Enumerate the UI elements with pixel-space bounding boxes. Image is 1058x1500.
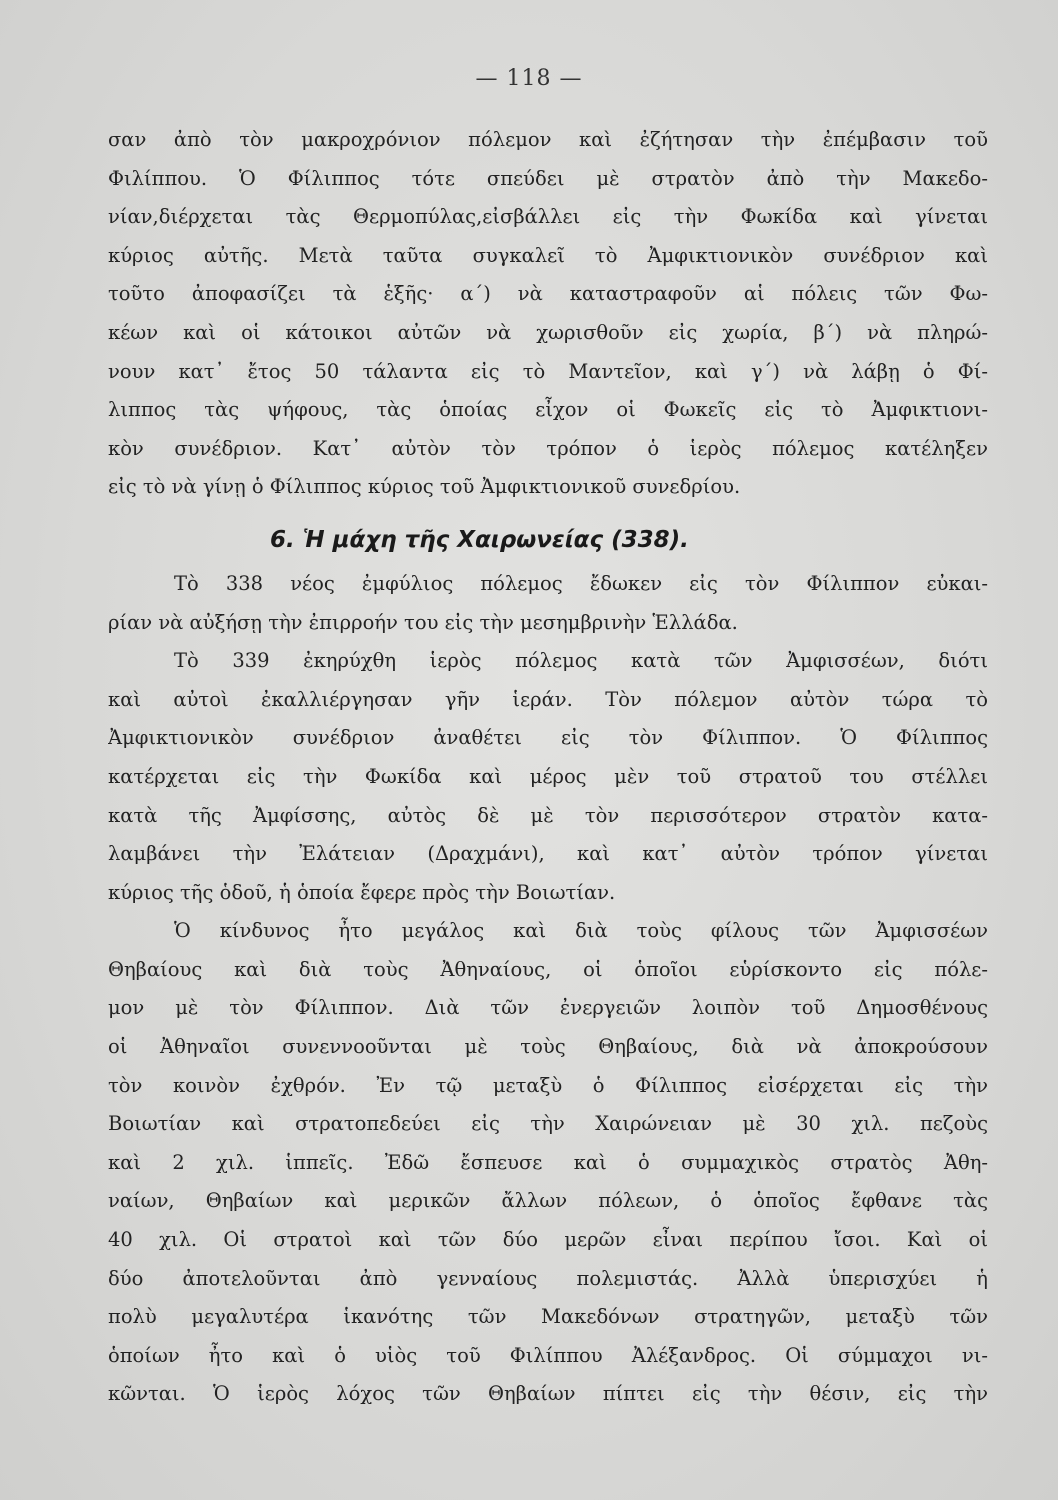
text-line: κύριος τῆς ὁδοῦ, ἡ ὁποία ἔφερε πρὸς τὴν Βοιωτίαν. xyxy=(108,880,616,904)
text-line: λιππος τὰς ψήφους, τὰς ὁποίας εἶχον οἱ Φωκεῖς εἰς τὸ Ἀμφικτιονι- xyxy=(108,398,988,422)
text-line: κῶνται. Ὁ ἱερὸς λόχος τῶν Θηβαίων πίπτει εἰς τὴν θέσιν, εἰς τὴν xyxy=(108,1382,988,1406)
paragraph-4 xyxy=(108,912,988,1414)
text-line: κέων καὶ οἱ κάτοικοι αὐτῶν νὰ χωρισθοῦν εἰς χωρία, β΄) νὰ πληρώ- xyxy=(108,320,988,344)
text-line: νουν κατ᾿ ἔτος 50 τάλαντα εἰς τὸ Μαντεῖον, καὶ γ΄) νὰ λάβῃ ὁ Φί- xyxy=(108,359,988,383)
text-line: κὸν συνέδριον. Κατ᾿ αὐτὸν τὸν τρόπον ὁ ἱερὸς πόλεμος κατέληξεν xyxy=(108,436,988,460)
text-line: Τὸ 339 ἐκηρύχθη ἱερὸς πόλεμος κατὰ τῶν Ἀμφισσέων, διότι xyxy=(174,649,988,673)
text-line: Θηβαίους καὶ διὰ τοὺς Ἀθηναίους, οἱ ὁποῖοι εὑρίσκοντο εἰς πόλε- xyxy=(108,957,988,981)
text-line: Φιλίππου. Ὁ Φίλιππος τότε σπεύδει μὲ στρατὸν ἀπὸ τὴν Μακεδο- xyxy=(108,166,988,190)
text-line: τοῦτο ἀποφασίζει τὰ ἑξῆς· α΄) νὰ καταστραφοῦν αἱ πόλεις τῶν Φω- xyxy=(108,282,988,306)
text-line: πολὺ μεγαλυτέρα ἱκανότης τῶν Μακεδόνων στρατηγῶν, μεταξὺ τῶν xyxy=(108,1305,988,1329)
paragraph-2 xyxy=(108,565,988,642)
text-line: Βοιωτίαν καὶ στρατοπεδεύει εἰς τὴν Χαιρώνειαν μὲ 30 χιλ. πεζοὺς xyxy=(108,1112,988,1136)
text-line: λαμβάνει τὴν Ἐλάτειαν (Δραχμάνι), καὶ κατ᾿ αὐτὸν τρόπον γίνεται xyxy=(108,842,988,866)
text-line: 40 χιλ. Οἱ στρατοὶ καὶ τῶν δύο μερῶν εἶναι περίπου ἴσοι. Καὶ οἱ xyxy=(108,1228,988,1252)
text-line: κατὰ τῆς Ἀμφίσσης, αὐτὸς δὲ μὲ τὸν περισσότερον στρατὸν κατα- xyxy=(108,803,988,827)
page-number: — 118 — xyxy=(475,66,583,91)
text-line: τὸν κοινὸν ἐχθρόν. Ἐν τῷ μεταξὺ ὁ Φίλιππος εἰσέρχεται εἰς τὴν xyxy=(108,1073,988,1097)
text-line: Τὸ 338 νέος ἐμφύλιος πόλεμος ἔδωκεν εἰς τὸν Φίλιππον εὐκαι- xyxy=(174,571,988,595)
text-line: Ἀμφικτιονικὸν συνέδριον ἀναθέτει εἰς τὸν Φίλιππον. Ὁ Φίλιππος xyxy=(108,726,988,750)
text-line: ναίων, Θηβαίων καὶ μερικῶν ἄλλων πόλεων, ὁ ὁποῖος ἔφθανε τὰς xyxy=(108,1189,988,1213)
text-line: καὶ 2 χιλ. ἱππεῖς. Ἐδῶ ἔσπευσε καὶ ὁ συμμαχικὸς στρατὸς Ἀθη- xyxy=(108,1150,988,1174)
text-line: εἰς τὸ νὰ γίνῃ ὁ Φίλιππος κύριος τοῦ Ἀμφικτιονικοῦ συνεδρίου. xyxy=(108,475,741,499)
text-line: νίαν,διέρχεται τὰς Θερμοπύλας,εἰσβάλλει εἰς τὴν Φωκίδα καὶ γίνεται xyxy=(108,205,988,229)
text-line: Ὁ κίνδυνος ἦτο μεγάλος καὶ διὰ τοὺς φίλους τῶν Ἀμφισσέων xyxy=(174,919,988,943)
paragraph-3 xyxy=(108,642,988,912)
text-line: σαν ἀπὸ τὸν μακροχρόνιον πόλεμον καὶ ἐζήτησαν τὴν ἐπέμβασιν τοῦ xyxy=(108,128,988,151)
text-line: κατέρχεται εἰς τὴν Φωκίδα καὶ μέρος μὲν τοῦ στρατοῦ του στέλλει xyxy=(108,764,988,788)
text-line: οἱ Ἀθηναῖοι συνεννοοῦνται μὲ τοὺς Θηβαίους, διὰ νὰ ἀποκρούσουν xyxy=(108,1035,988,1059)
text-line: κύριος αὐτῆς. Μετὰ ταῦτα συγκαλεῖ τὸ Ἀμφικτιονικὸν συνέδριον καὶ xyxy=(108,243,988,267)
text-line: καὶ αὐτοὶ ἐκαλλιέργησαν γῆν ἱεράν. Τὸν πόλεμον αὐτὸν τώρα τὸ xyxy=(108,687,988,711)
text-line: ὁποίων ἦτο καὶ ὁ υἱὸς τοῦ Φιλίππου Ἀλέξανδρος. Οἱ σύμμαχοι νι- xyxy=(108,1343,988,1367)
text-line: ρίαν νὰ αὐξήσῃ τὴν ἐπιρροήν του εἰς τὴν μεσημβρινὴν Ἑλλάδα. xyxy=(108,610,738,634)
text-line: μον μὲ τὸν Φίλιππον. Διὰ τῶν ἐνεργειῶν λοιπὸν τοῦ Δημοσθένους xyxy=(108,996,988,1020)
paragraph-1 xyxy=(108,121,988,507)
page-body xyxy=(108,121,988,1414)
section-heading: 6. Ἡ μάχη τῆς Χαιρωνείας (338). xyxy=(270,526,689,553)
text-line: δύο ἀποτελοῦνται ἀπὸ γενναίους πολεμιστάς. Ἀλλὰ ὑπερισχύει ἡ xyxy=(108,1266,988,1290)
